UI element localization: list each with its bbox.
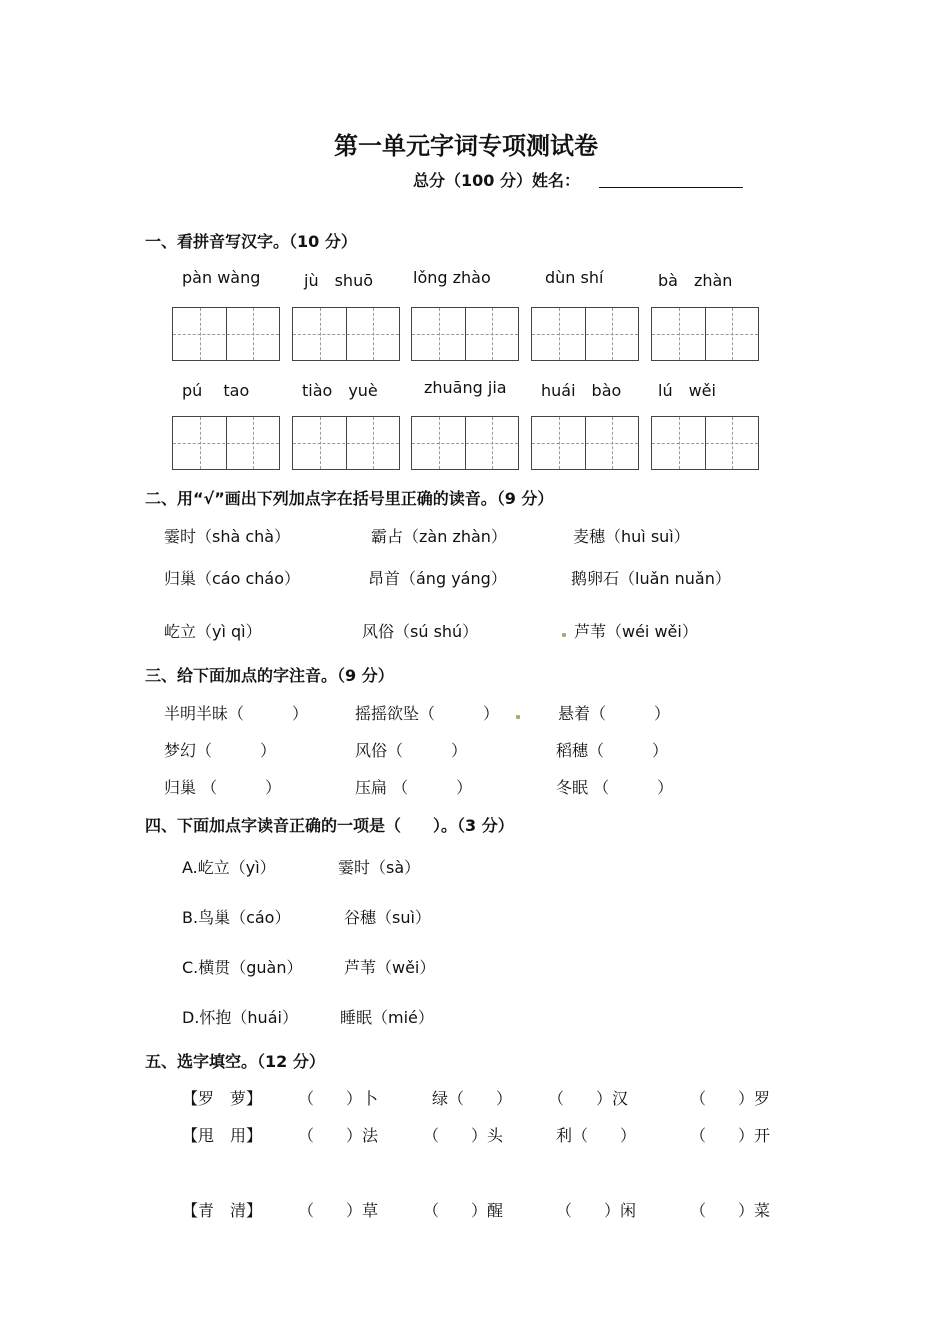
fill-blank[interactable]: （ ）闲 <box>556 1201 637 1220</box>
char-choice-label: 【青 清】 <box>182 1201 263 1220</box>
option-d-word: 睡眠（mié） <box>340 1008 434 1027</box>
writing-grid[interactable] <box>411 307 519 361</box>
pinyin-label: pàn wàng <box>182 268 261 287</box>
option-a-word: 霎时（sà） <box>338 858 421 877</box>
fill-blank[interactable]: 利（ ） <box>556 1126 637 1145</box>
phonetic-blank[interactable]: 稻穗（ ） <box>556 741 669 760</box>
stray-dot <box>562 633 566 637</box>
fill-blank[interactable]: （ ）卜 <box>298 1089 379 1108</box>
fill-blank[interactable]: （ ）汉 <box>548 1089 629 1108</box>
writing-grid[interactable] <box>411 416 519 470</box>
fill-blank[interactable]: （ ）罗 <box>690 1089 771 1108</box>
page-title: 第一单元字词专项测试卷 <box>334 132 598 160</box>
pinyin-label: lú wěi <box>658 381 716 400</box>
pinyin-label: zhuāng jia <box>424 378 507 397</box>
fill-blank[interactable]: （ ）醒 <box>423 1201 504 1220</box>
phonetic-blank[interactable]: 摇摇欲坠（ ） <box>355 704 500 723</box>
pronunciation-item[interactable]: 芦苇（wéi wěi） <box>574 622 698 641</box>
section-1-heading: 一、看拼音写汉字。（10 分） <box>145 232 357 251</box>
fill-blank[interactable]: 绿（ ） <box>432 1089 513 1108</box>
name-underline[interactable] <box>599 187 743 188</box>
writing-grid[interactable] <box>172 307 280 361</box>
writing-grid[interactable] <box>651 416 759 470</box>
pinyin-label: lǒng zhào <box>413 268 491 287</box>
pronunciation-item[interactable]: 昂首（áng yáng） <box>368 569 507 588</box>
pinyin-label: huái bào <box>541 381 622 400</box>
phonetic-blank[interactable]: 半明半昧（ ） <box>164 704 309 723</box>
phonetic-blank[interactable]: 压扁 （ ） <box>355 778 473 797</box>
option-b[interactable]: B.鸟巢（cáo） <box>182 908 291 927</box>
pinyin-label: jù shuō <box>304 271 373 290</box>
option-a[interactable]: A.屹立（yì） <box>182 858 276 877</box>
score-name-line: 总分（100 分）姓名： <box>413 171 580 190</box>
pronunciation-item[interactable]: 麦穗（huì suì） <box>573 527 690 546</box>
writing-grid[interactable] <box>292 416 400 470</box>
option-d[interactable]: D.怀抱（huái） <box>182 1008 298 1027</box>
pronunciation-item[interactable]: 风俗（sú shú） <box>362 622 479 641</box>
section-4-heading: 四、下面加点字读音正确的一项是（ ）。（3 分） <box>145 816 514 835</box>
section-2-heading: 二、用“√”画出下列加点字在括号里正确的读音。（9 分） <box>145 489 554 508</box>
section-5-heading: 五、选字填空。（12 分） <box>145 1052 325 1071</box>
phonetic-blank[interactable]: 归巢 （ ） <box>164 778 282 797</box>
option-c[interactable]: C.横贯（guàn） <box>182 958 303 977</box>
char-choice-label: 【甩 用】 <box>182 1126 263 1145</box>
pronunciation-item[interactable]: 屹立（yì qì） <box>164 622 262 641</box>
fill-blank[interactable]: （ ）草 <box>298 1201 379 1220</box>
option-c-word: 芦苇（wěi） <box>344 958 436 977</box>
phonetic-blank[interactable]: 梦幻（ ） <box>164 741 277 760</box>
phonetic-blank[interactable]: 风俗（ ） <box>355 741 468 760</box>
stray-dot <box>516 715 520 719</box>
pronunciation-item[interactable]: 鹅卵石（luǎn nuǎn） <box>571 569 731 588</box>
char-choice-label: 【罗 萝】 <box>182 1089 263 1108</box>
pronunciation-item[interactable]: 归巢（cáo cháo） <box>164 569 301 588</box>
phonetic-blank[interactable]: 悬着（ ） <box>558 704 671 723</box>
fill-blank[interactable]: （ ）法 <box>298 1126 379 1145</box>
pinyin-label: bà zhàn <box>658 271 733 290</box>
fill-blank[interactable]: （ ）头 <box>423 1126 504 1145</box>
pronunciation-item[interactable]: 霸占（zàn zhàn） <box>371 527 507 546</box>
writing-grid[interactable] <box>292 307 400 361</box>
pronunciation-item[interactable]: 霎时（shà chà） <box>164 527 291 546</box>
pinyin-label: dùn shí <box>545 268 604 287</box>
option-b-word: 谷穗（suì） <box>344 908 431 927</box>
phonetic-blank[interactable]: 冬眠 （ ） <box>556 778 674 797</box>
pinyin-label: tiào yuè <box>302 381 378 400</box>
writing-grid[interactable] <box>172 416 280 470</box>
writing-grid[interactable] <box>651 307 759 361</box>
writing-grid[interactable] <box>531 416 639 470</box>
section-3-heading: 三、给下面加点的字注音。（9 分） <box>145 666 394 685</box>
writing-grid[interactable] <box>531 307 639 361</box>
fill-blank[interactable]: （ ）开 <box>690 1126 771 1145</box>
pinyin-label: pú tao <box>182 381 250 400</box>
fill-blank[interactable]: （ ）菜 <box>690 1201 771 1220</box>
